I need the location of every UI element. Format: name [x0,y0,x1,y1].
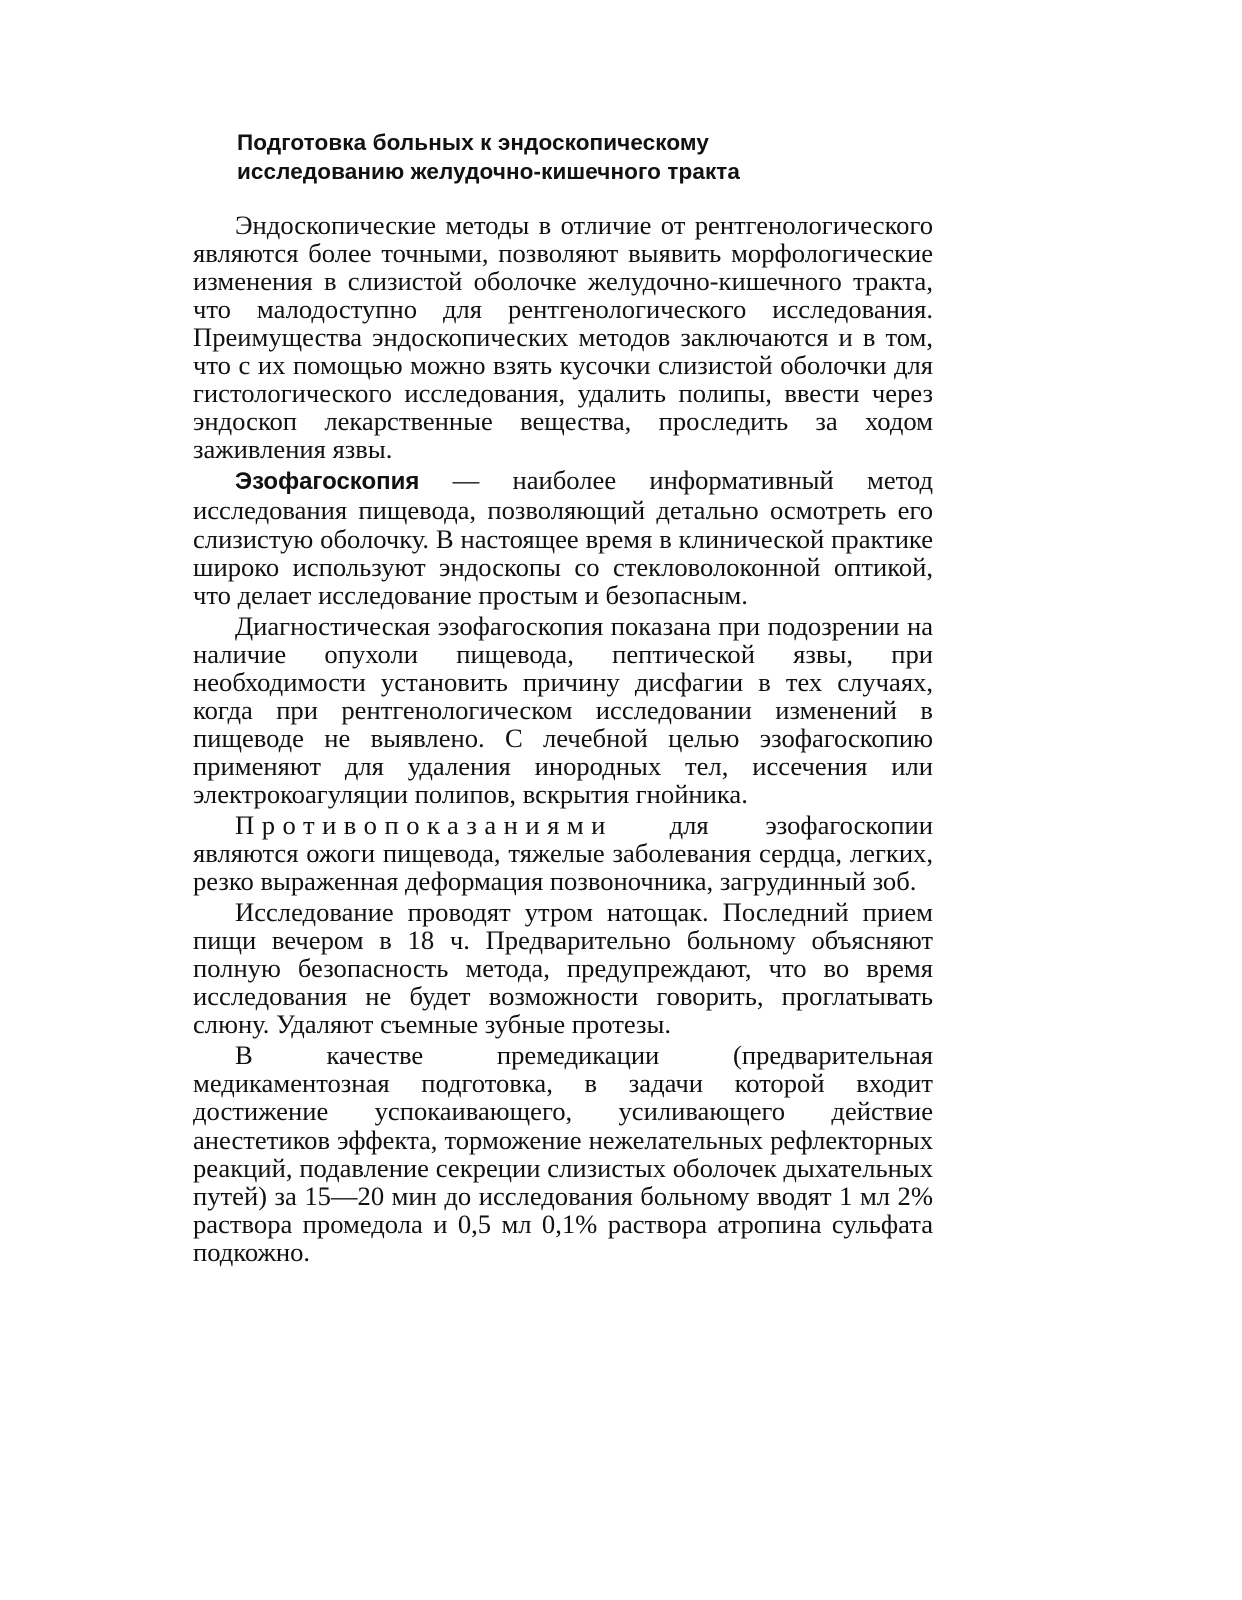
term-contraindications: Противопоказаниями [235,809,613,840]
term-esophagoscopy: Эзофагоскопия [235,468,420,496]
section-title-line-1: Подготовка больных к эндоскопическому [237,130,709,155]
paragraph-procedure: Исследование проводят утром натощак. Последний прием пищи вечером в 18 ч. Предварительно больному объясняют полную безопасность метода, предупреждают, что во время исследования не будет возможности говорить, проглатывать слюну. Удаляют съемные зубные протезы. [193,897,933,1040]
paragraph-contraindications [193,811,933,895]
paragraph-intro: Эндоскопические методы в отличие от рентгенологического являются более точными, позволяют выявить морфологические изменения в слизистой оболочке желудочно-кишечного тракта, что малодоступно для рентгенологического исследования. Преимущества эндоскопических методов заключаются и в том, что с их помощью можно взять кусочки слизистой оболочки для гистологического исследования, удалить полипы, ввести через эндоскоп лекарственные вещества, проследить за ходом заживления язвы. [193,210,933,465]
paragraph-contraindications-text: для эзофагоскопии являются ожоги пищевода, тяжелые заболевания сердца, легких, резко выраженная деформация позвоночника, загрудинный зоб. [193,809,933,897]
paragraph-indications: Диагностическая эзофагоскопия показана при подозрении на наличие опухоли пищевода, пептической язвы, при необходимости установить причину дисфагии в тех случаях, когда при рентгенологическом исследовании изменений в пищеводе не выявлено. С лечебной целью эзофагоскопию применяют для удаления инородных тел, иссечения или электрокоагуляции полипов, вскрытия гнойника. [193,610,933,809]
paragraph-esophagoscopy [193,466,933,608]
paragraph-esophagoscopy-text: — наиболее информативный метод исследования пищевода, позволяющий детально осмотреть его слизистую оболочку. В настоящее время в клинической практике широко используют эндоскопы со стекловолоконной оптикой, что делает исследование простым и безопасным. [193,465,933,610]
section-title-line-2: исследованию желудочно-кишечного тракта [237,159,741,184]
document-page [193,128,933,1266]
body-text [193,211,933,1266]
section-title [237,128,933,186]
paragraph-premedication: В качестве премедикации (предварительная медикаментозная подготовка, в задачи которой входит достижение успокаивающего, усиливающего действие анестетиков эффекта, торможение нежелательных рефлекторных реакций, подавление секреции слизистых оболочек дыхательных путей) за 15—20 мин до исследования больному вводят 1 мл 2% раствора промедола и 0,5 мл 0,1% раствора атропина сульфата подкожно. [193,1040,933,1267]
